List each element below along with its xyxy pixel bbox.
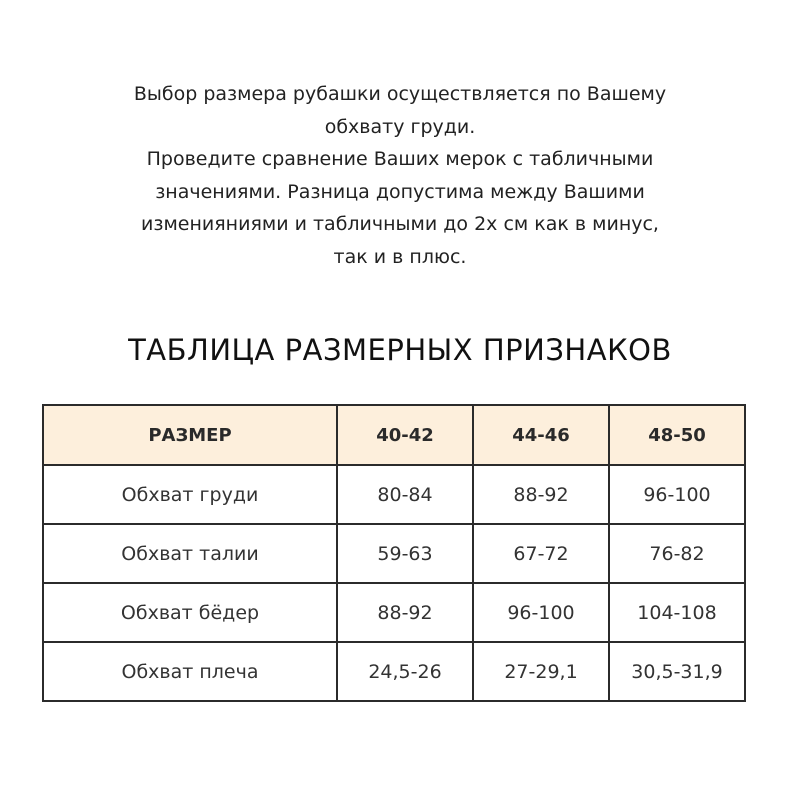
table-header-row xyxy=(43,405,745,465)
table-cell: 104-108 xyxy=(609,583,745,642)
intro-line: Проведите сравнение Ваших мерок с табличными xyxy=(146,148,654,170)
intro-line: Выбор размера рубашки осуществляется по Вашему xyxy=(133,83,667,105)
intro-line: обхвату груди. xyxy=(324,115,476,138)
table-row xyxy=(43,642,745,701)
header-cell-44-46: 44-46 xyxy=(473,405,609,465)
table-cell: 24,5-26 xyxy=(337,642,473,701)
intro-text xyxy=(80,78,720,273)
intro-line: так и в плюс. xyxy=(333,245,467,268)
table-cell: 76-82 xyxy=(609,524,745,583)
row-label: Обхват груди xyxy=(43,465,337,524)
table-cell: 88-92 xyxy=(473,465,609,524)
table-cell: 27-29,1 xyxy=(473,642,609,701)
header-cell-48-50: 48-50 xyxy=(609,405,745,465)
row-label: Обхват плеча xyxy=(43,642,337,701)
row-label: Обхват талии xyxy=(43,524,337,583)
header-cell-size: РАЗМЕР xyxy=(43,405,337,465)
table-row xyxy=(43,465,745,524)
table-cell: 67-72 xyxy=(473,524,609,583)
intro-line: значениями. Разница допустима между Вашими xyxy=(155,180,645,203)
table-cell: 96-100 xyxy=(609,465,745,524)
table-cell: 59-63 xyxy=(337,524,473,583)
table-cell: 80-84 xyxy=(337,465,473,524)
table-row xyxy=(43,524,745,583)
table-row xyxy=(43,583,745,642)
row-label: Обхват бёдер xyxy=(43,583,337,642)
header-cell-40-42: 40-42 xyxy=(337,405,473,465)
table-cell: 30,5-31,9 xyxy=(609,642,745,701)
table-cell: 96-100 xyxy=(473,583,609,642)
intro-line: изменияниями и табличными до 2х см как в минус, xyxy=(141,213,659,235)
table-cell: 88-92 xyxy=(337,583,473,642)
size-table xyxy=(42,404,746,702)
table-title: ТАБЛИЦА РАЗМЕРНЫХ ПРИЗНАКОВ xyxy=(128,333,672,367)
